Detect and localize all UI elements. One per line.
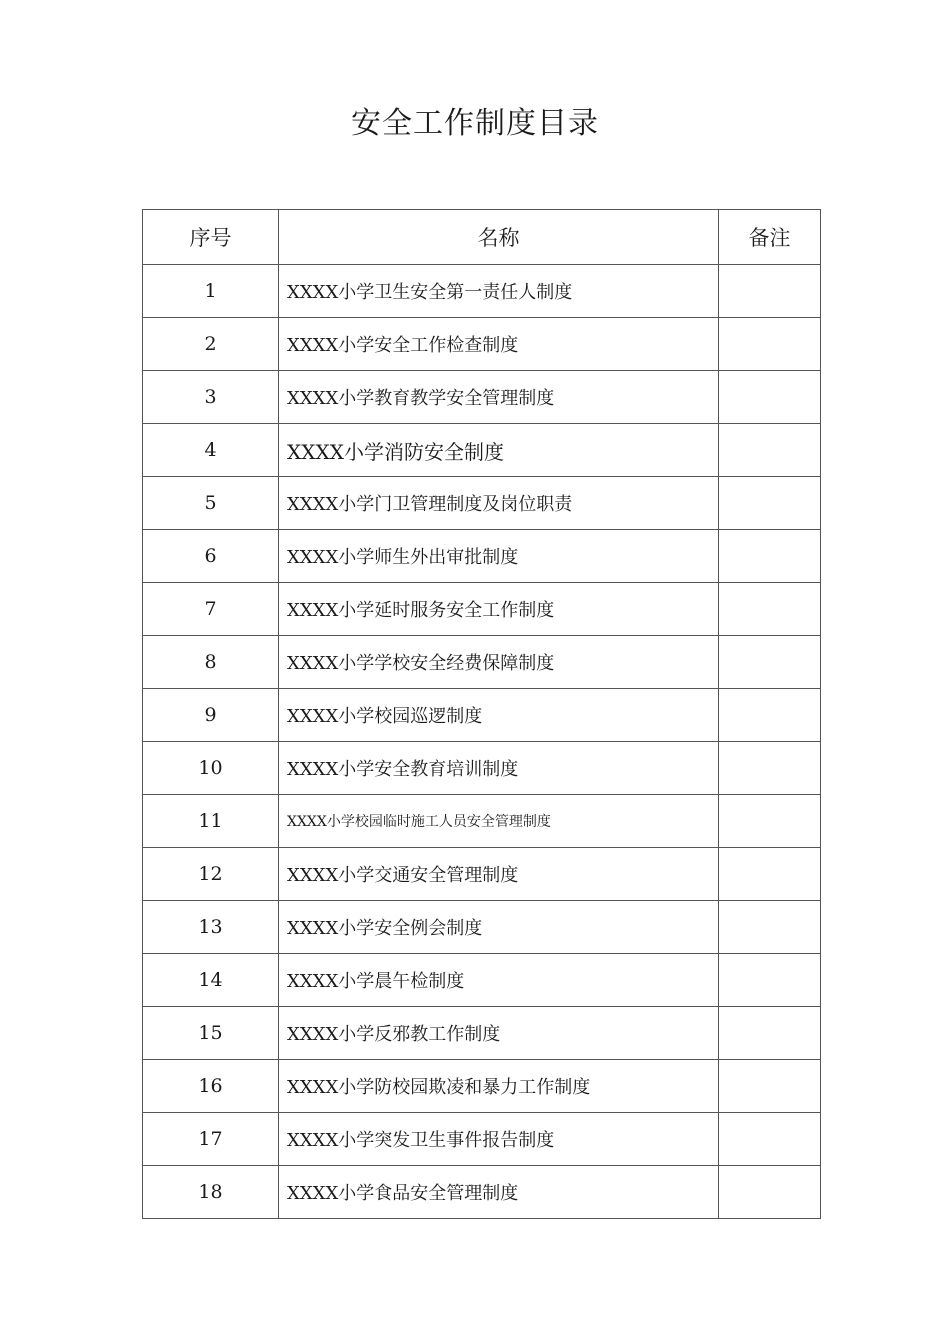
table-row <box>143 848 821 901</box>
remarks-cell <box>719 424 821 477</box>
table-row <box>143 318 821 371</box>
remarks-cell <box>719 795 821 848</box>
remarks-cell <box>719 318 821 371</box>
row-number: 18 <box>143 1166 279 1219</box>
regulation-name: XXXX小学校园临时施工人员安全管理制度 <box>279 795 719 848</box>
row-number: 7 <box>143 583 279 636</box>
row-number: 1 <box>143 265 279 318</box>
table-row <box>143 795 821 848</box>
table-header-row <box>143 210 821 265</box>
remarks-cell <box>719 1060 821 1113</box>
regulation-name: XXXX小学消防安全制度 <box>279 424 719 477</box>
regulation-name: XXXX小学交通安全管理制度 <box>279 848 719 901</box>
table-row <box>143 583 821 636</box>
table-row <box>143 636 821 689</box>
regulation-name: XXXX小学卫生安全第一责任人制度 <box>279 265 719 318</box>
row-number: 14 <box>143 954 279 1007</box>
row-number: 15 <box>143 1007 279 1060</box>
regulations-table <box>142 209 821 1219</box>
header-remarks: 备注 <box>719 210 821 265</box>
table-row <box>143 265 821 318</box>
table-row <box>143 954 821 1007</box>
row-number: 9 <box>143 689 279 742</box>
regulation-name: XXXX小学安全工作检查制度 <box>279 318 719 371</box>
row-number: 11 <box>143 795 279 848</box>
remarks-cell <box>719 848 821 901</box>
regulation-name: XXXX小学反邪教工作制度 <box>279 1007 719 1060</box>
row-number: 13 <box>143 901 279 954</box>
row-number: 8 <box>143 636 279 689</box>
remarks-cell <box>719 636 821 689</box>
row-number: 3 <box>143 371 279 424</box>
table-row <box>143 901 821 954</box>
regulation-name: XXXX小学安全教育培训制度 <box>279 742 719 795</box>
remarks-cell <box>719 477 821 530</box>
regulation-name: XXXX小学师生外出审批制度 <box>279 530 719 583</box>
table-row <box>143 1060 821 1113</box>
page-title: 安全工作制度目录 <box>351 106 599 141</box>
regulation-name: XXXX小学学校安全经费保障制度 <box>279 636 719 689</box>
remarks-cell <box>719 1007 821 1060</box>
table-row <box>143 371 821 424</box>
row-number: 6 <box>143 530 279 583</box>
row-number: 2 <box>143 318 279 371</box>
remarks-cell <box>719 689 821 742</box>
remarks-cell <box>719 583 821 636</box>
remarks-cell <box>719 265 821 318</box>
remarks-cell <box>719 954 821 1007</box>
table-row <box>143 742 821 795</box>
table-row <box>143 424 821 477</box>
regulation-name: XXXX小学食品安全管理制度 <box>279 1166 719 1219</box>
remarks-cell <box>719 901 821 954</box>
table-row <box>143 1166 821 1219</box>
regulation-name: XXXX小学校园巡逻制度 <box>279 689 719 742</box>
row-number: 12 <box>143 848 279 901</box>
row-number: 10 <box>143 742 279 795</box>
header-serial-number: 序号 <box>143 210 279 265</box>
table-row <box>143 1007 821 1060</box>
table-row <box>143 530 821 583</box>
remarks-cell <box>719 1113 821 1166</box>
table-row <box>143 477 821 530</box>
header-name: 名称 <box>279 210 719 265</box>
regulation-name: XXXX小学门卫管理制度及岗位职责 <box>279 477 719 530</box>
row-number: 17 <box>143 1113 279 1166</box>
remarks-cell <box>719 371 821 424</box>
remarks-cell <box>719 1166 821 1219</box>
remarks-cell <box>719 530 821 583</box>
remarks-cell <box>719 742 821 795</box>
regulation-name: XXXX小学晨午检制度 <box>279 954 719 1007</box>
row-number: 4 <box>143 424 279 477</box>
row-number: 5 <box>143 477 279 530</box>
regulation-name: XXXX小学防校园欺凌和暴力工作制度 <box>279 1060 719 1113</box>
regulation-name: XXXX小学教育教学安全管理制度 <box>279 371 719 424</box>
table-row <box>143 689 821 742</box>
regulation-name: XXXX小学安全例会制度 <box>279 901 719 954</box>
row-number: 16 <box>143 1060 279 1113</box>
regulation-name: XXXX小学突发卫生事件报告制度 <box>279 1113 719 1166</box>
table-row <box>143 1113 821 1166</box>
regulation-name: XXXX小学延时服务安全工作制度 <box>279 583 719 636</box>
